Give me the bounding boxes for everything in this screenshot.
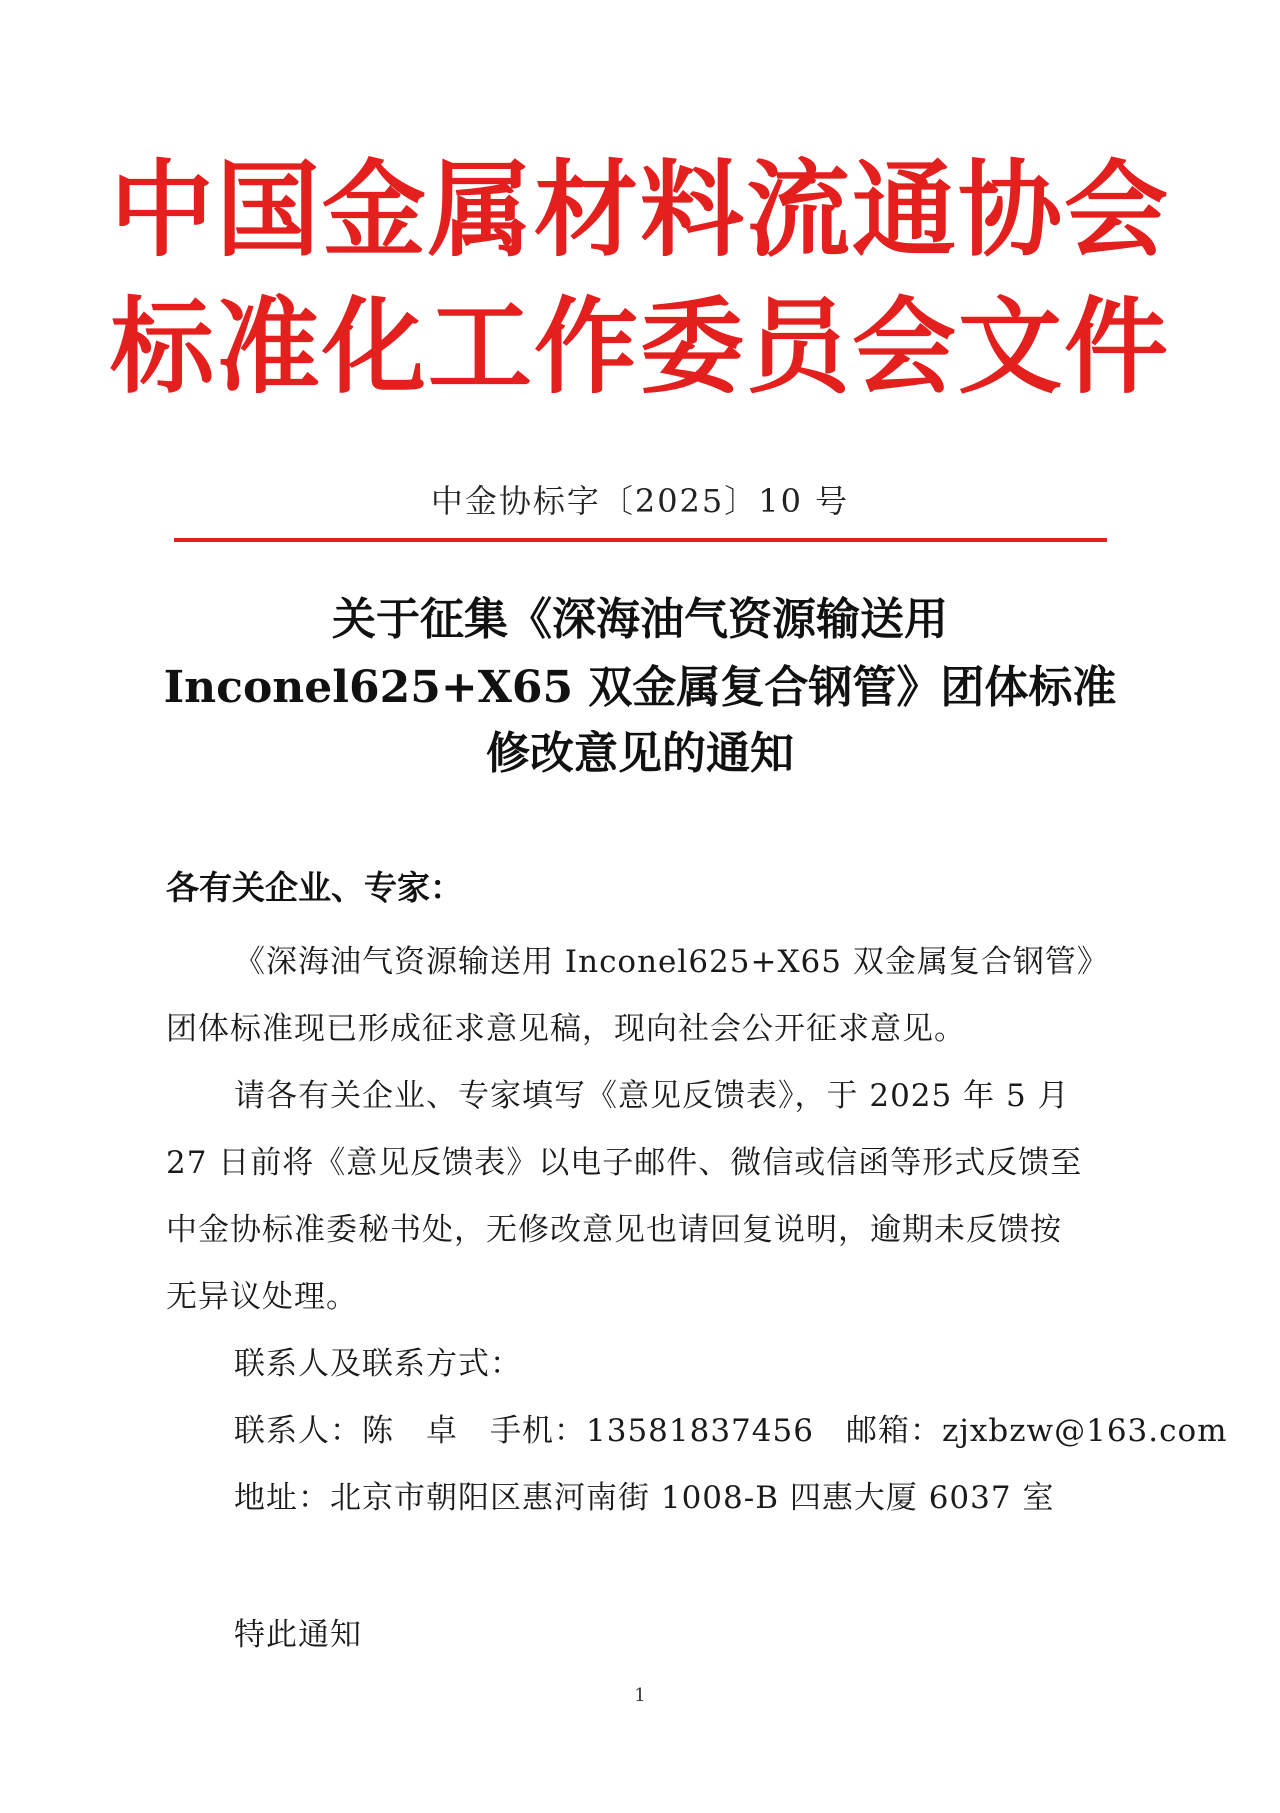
body-paragraph-2-line-2: 27 日前将《意见反馈表》以电子邮件、微信或信函等形式反馈至 bbox=[166, 1145, 1083, 1181]
closing-remark: 特此通知 bbox=[234, 1617, 362, 1653]
title-line-3: 修改意见的通知 bbox=[486, 728, 794, 779]
body-paragraph-2-line-1: 请各有关企业、专家填写《意见反馈表》，于 2025 年 5 月 bbox=[234, 1078, 1070, 1114]
body-paragraph-1-line-1: 《深海油气资源输送用 Inconel625+X65 双金属复合钢管》 bbox=[234, 944, 1109, 980]
document-number: 中金协标字〔2025〕10 号 bbox=[430, 482, 850, 520]
org-header-line-2: 标准化工作委员会文件 bbox=[109, 286, 1170, 408]
red-divider-line bbox=[174, 538, 1107, 542]
title-line-2: Inconel625+X65 双金属复合钢管》团体标准 bbox=[163, 662, 1117, 713]
page-number: 1 bbox=[634, 1685, 646, 1706]
title-line-1: 关于征集《深海油气资源输送用 bbox=[332, 594, 948, 645]
contact-details: 联系人：陈 卓 手机：13581837456 邮箱：zjxbzw@163.com bbox=[234, 1413, 1228, 1449]
salutation: 各有关企业、专家： bbox=[166, 868, 463, 907]
address: 地址：北京市朝阳区惠河南街 1008-B 四惠大厦 6037 室 bbox=[234, 1480, 1055, 1516]
contact-heading: 联系人及联系方式： bbox=[234, 1346, 522, 1382]
body-paragraph-2-line-3: 中金协标准委秘书处，无修改意见也请回复说明，逾期未反馈按 bbox=[166, 1212, 1062, 1248]
body-paragraph-2-line-4: 无异议处理。 bbox=[166, 1279, 358, 1315]
body-paragraph-1-line-2: 团体标准现已形成征求意见稿，现向社会公开征求意见。 bbox=[166, 1011, 966, 1047]
org-header-line-1: 中国金属材料流通协会 bbox=[109, 149, 1170, 271]
